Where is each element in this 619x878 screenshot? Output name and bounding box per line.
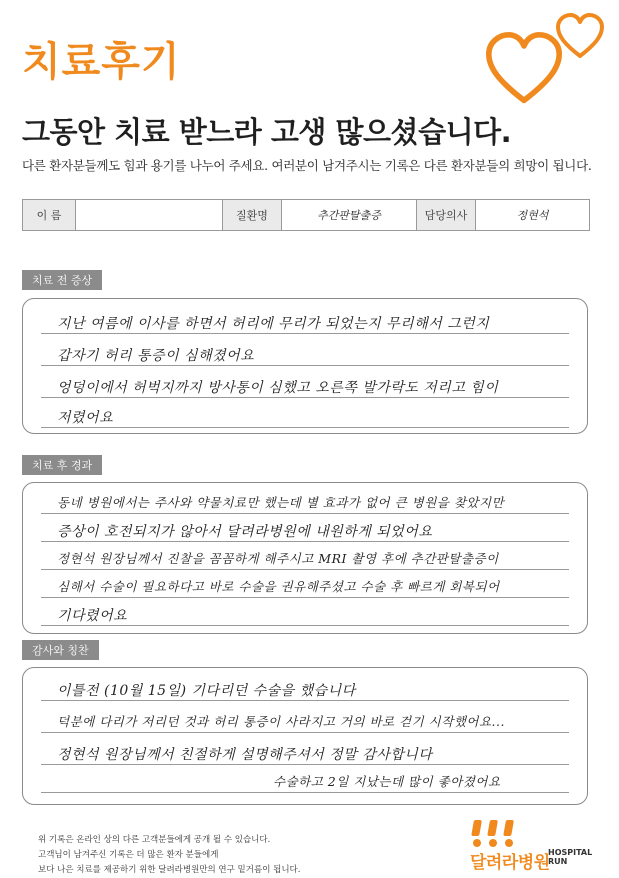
footer-line: 보다 나은 치료를 제공하기 위한 달려라병원만의 연구 밑거름이 됩니다. [38, 865, 301, 875]
section-tag-thanks: 감사와 칭찬 [22, 640, 99, 660]
logo-en-line2: RUN [548, 857, 568, 866]
name-field[interactable] [76, 200, 223, 230]
handwritten-line: 증상이 호전되지가 않아서 달려라병원에 내원하게 되었어요 [57, 524, 433, 540]
footer-notice [38, 833, 300, 878]
section-box-before[interactable] [22, 298, 588, 434]
disease-field[interactable]: 추간판탈출증 [282, 200, 417, 230]
handwritten-line: 갑자기 허리 통증이 심해졌어요 [57, 348, 255, 364]
patient-info-row [22, 199, 590, 231]
hospital-logo [470, 820, 600, 873]
subline: 다른 환자분들께도 힘과 용기를 나누어 주세요. 여러분이 남겨주시는 기록은 다른 환자분들의 희망이 됩니다. [22, 158, 592, 173]
handwritten-line: 이틀전 (10월 15일) 기다리던 수술을 했습니다 [57, 683, 356, 699]
handwritten-line: 저렸어요 [57, 410, 114, 426]
handwritten-line: 지난 여름에 이사를 하면서 허리에 무리가 되었는지 무리해서 그런지 [57, 316, 490, 332]
section-box-thanks[interactable] [22, 667, 588, 805]
section-box-after[interactable] [22, 482, 588, 634]
doctor-label: 담당의사 [417, 200, 476, 230]
page-title: 치료후기 [22, 39, 181, 85]
section-tag-after: 치료 후 경과 [22, 455, 102, 475]
disease-label: 질환명 [223, 200, 282, 230]
section-tag-before: 치료 전 증상 [22, 270, 102, 290]
handwritten-line: 수술하고 2일 지났는데 많이 좋아졌어요 [273, 774, 501, 789]
logo-english [548, 848, 592, 866]
handwritten-line: 심해서 수술이 필요하다고 바로 수술을 권유해주셨고 수술 후 빠르게 회복되어 [57, 579, 500, 594]
name-label: 이 름 [23, 200, 76, 230]
small-heart-icon [555, 12, 605, 62]
doctor-field[interactable]: 정현석 [516, 209, 549, 222]
handwritten-line: 정현석 원장님께서 진찰을 꼼꼼하게 해주시고 MRI 촬영 후에 추간판탈출증이 [57, 551, 499, 566]
footer-line: 위 기록은 온라인 상의 다른 고객분들에게 공개 될 수 있습니다. [38, 835, 271, 845]
footer-line: 고객님이 남겨주신 기록은 더 많은 환자 분들에게 [38, 850, 219, 860]
logo-name: 달려라병원 [470, 853, 550, 873]
logo-en-line1: HOSPITAL [548, 848, 593, 857]
handwritten-line: 기다렸어요 [57, 608, 128, 624]
heart-icon [484, 30, 564, 110]
headline: 그동안 치료 받느라 고생 많으셨습니다. [22, 115, 512, 149]
logo-marks-icon [470, 820, 530, 848]
handwritten-line: 정현석 원장님께서 친절하게 설명해주셔서 정말 감사합니다 [57, 747, 433, 763]
handwritten-line: 덕분에 다리가 저리던 것과 허리 통증이 사라지고 거의 바로 걷기 시작했어요... [57, 714, 505, 729]
handwritten-line: 동네 병원에서는 주사와 약물치료만 했는데 별 효과가 없어 큰 병원을 찾았지만 [57, 495, 505, 510]
handwritten-line: 엉덩이에서 허벅지까지 방사통이 심했고 오른쪽 발가락도 저리고 힘이 [57, 380, 499, 396]
